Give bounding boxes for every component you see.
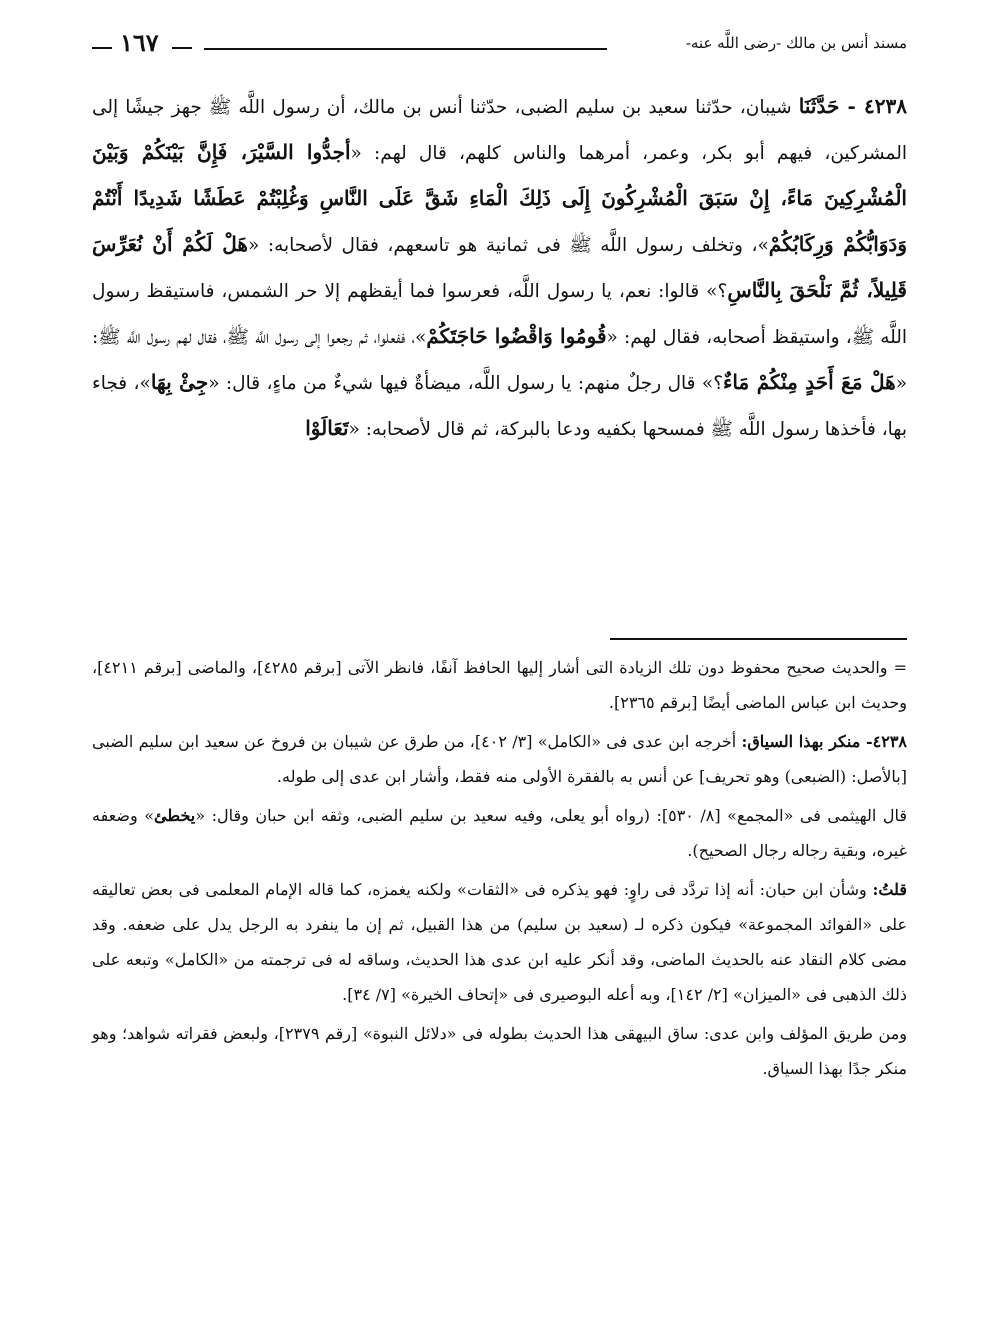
- prophetic-quote: هَلْ لَكُمْ أَنْ نُعَرِّسَ قَلِيلاً، ثُمَّ نَلْحَقَ بِالنَّاسِ: [92, 232, 907, 302]
- prophetic-quote: تَعَالَوْا: [305, 416, 349, 440]
- prophetic-quote: هَلْ مَعَ أَحَدٍ مِنْكُمْ مَاءٌ: [723, 370, 896, 394]
- header-dash-left: [92, 47, 112, 49]
- footnote-body: أخرجه ابن عدى فى «الكامل» [٣/ ٤٠٢]، من طرق عن شيبان بن فروخ عن سعيد ابن سليم الضبى [بالأصل: (الضبعى) وهو تحريف] عن أنس به بالفقرة الأولى منه فقط، وأشار ابن عدى إلى طوله.: [92, 732, 907, 786]
- footnote-emphasis: يخطئ: [154, 806, 196, 825]
- footnote-lead: قلتُ:: [872, 880, 907, 899]
- page-number: ١٦٧: [120, 28, 159, 57]
- hadith-paragraph: [92, 84, 907, 452]
- footnote-body: » وضعفه غيره، وبقية رجاله رجال الصحيح).: [92, 806, 907, 860]
- page-header: [92, 28, 907, 68]
- prophetic-quote: قُومُوا وَاقْضُوا حَاجَتَكُمْ: [426, 324, 607, 348]
- footnote-comment: [92, 872, 907, 1012]
- footnote-haythami: [92, 798, 907, 868]
- hadith-number: ٤٢٣٨ - حَدَّثَنَا: [798, 94, 907, 118]
- footnotes: [92, 650, 907, 1090]
- footnote-continuation: = والحديث صحيح محفوظ دون تلك الزيادة التى أشار إليها الحافظ آنفًا، فانظر الآتى [برقم ٤٢٨٥]، والماضى [برقم ٤٢١١]، وحديث ابن عباس الماضى أيضًا [برقم ٢٣٦٥].: [92, 658, 908, 712]
- narration-part: »، فجاء بها، فأخذها رسول اللَّه ﷺ فمسحها بكفيه ودعا بالبركة، ثم قال لأصحابه: «: [92, 373, 907, 440]
- footnote-body: وشأن ابن حبان: أنه إذا تردَّد فى راوٍ: فهو يذكره فى «الثقات» ولكنه يغمزه، كما قاله الإمام المعلمى فى بعض تعاليقه على «الفوائد المجموعة» فيكون ذكره لـ (سعيد بن سليم) من هذا القبيل، ثم إن ما ينفرد به الرجل يدل على ضعفه. وقد مضى كلام النقاد عنه بالحديث الماضى، وقد أنكر عليه ابن عدى هذا الحديث، وساقه له فى ترجمته من «الكامل» وتبعه على ذلك الذهبى فى «الميزان» [٢/ ١٤٢]، وبه أعله البوصيرى فى «إتحاف الخيرة» [٧/ ٣٤].: [92, 880, 907, 1004]
- prophetic-quote: جِئْ بِهَا: [150, 370, 209, 394]
- running-title: مسند أنس بن مالك -رضى اللَّه عنه-: [685, 34, 907, 52]
- hadith-text: [92, 84, 907, 452]
- narration-part: »، ففعلوا، ثم رجعوا إلى رسول اللَّه ﷺ، فقال لهم رسول اللَّه ﷺ: «: [92, 327, 908, 394]
- footnote-4238: [92, 724, 907, 794]
- footnote-lead: ٤٢٣٨- منكر بهذا السياق:: [741, 732, 908, 751]
- prophetic-quote: أجدُّوا السَّيْرَ، فَإِنَّ بَيْنَكُمْ وَبَيْنَ الْمُشْرِكِينَ مَاءً، إِنْ سَبَقَ الْمُشْرِكُونَ إِلَى ذَلِكَ الْمَاءِ شَقَّ عَلَى النَّاسِ وَغُلِبْتُمْ عَطَشًا شَدِيدًا أَنْتُمْ وَدَوَابُّكُمْ وَرِكَابُكُمْ: [92, 140, 907, 256]
- header-dash-right: [172, 47, 192, 49]
- header-rule: [204, 48, 607, 50]
- footnote-bayhaqi: ومن طريق المؤلف وابن عدى: ساق البيهقى هذا الحديث بطوله فى «دلائل النبوة» [رقم ٢٣٧٩]، ولبعض فقراته شواهد؛ وهو منكر جدًا بهذا السياق.: [92, 1024, 908, 1078]
- narration-part: »، وتخلف رسول اللَّه ﷺ فى ثمانية هو تاسعهم، فقال لأصحابه: «: [247, 235, 769, 256]
- narration-part: ؟» قالوا: نعم، يا رسول اللَّه، فعرسوا فما أيقظهم إلا حر الشمس، فاستيقظ رسول اللَّه ﷺ، واستيقظ أصحابه، فقال لهم: «: [92, 281, 908, 348]
- narration-part: ؟» قال رجلٌ منهم: يا رسول اللَّه، ميضأةٌ فيها شيءٌ من ماءٍ، قال: «: [208, 373, 724, 394]
- narration-part: شيبان، حدّثنا سعيد بن سليم الضبى، حدّثنا أنس بن مالك، أن رسول اللَّه ﷺ جهز جيشًا إلى المشركين، فيهم أبو بكر، وعمر، أمرهما والناس كلهم، قال لهم: «: [92, 97, 908, 164]
- footnote-separator: [610, 638, 907, 640]
- footnote-body: قال الهيثمى فى «المجمع» [٨/ ٥٣٠]: (رواه أبو يعلى، وفيه سعيد بن سليم الضبى، وثقه ابن حبان وقال: «: [195, 806, 908, 825]
